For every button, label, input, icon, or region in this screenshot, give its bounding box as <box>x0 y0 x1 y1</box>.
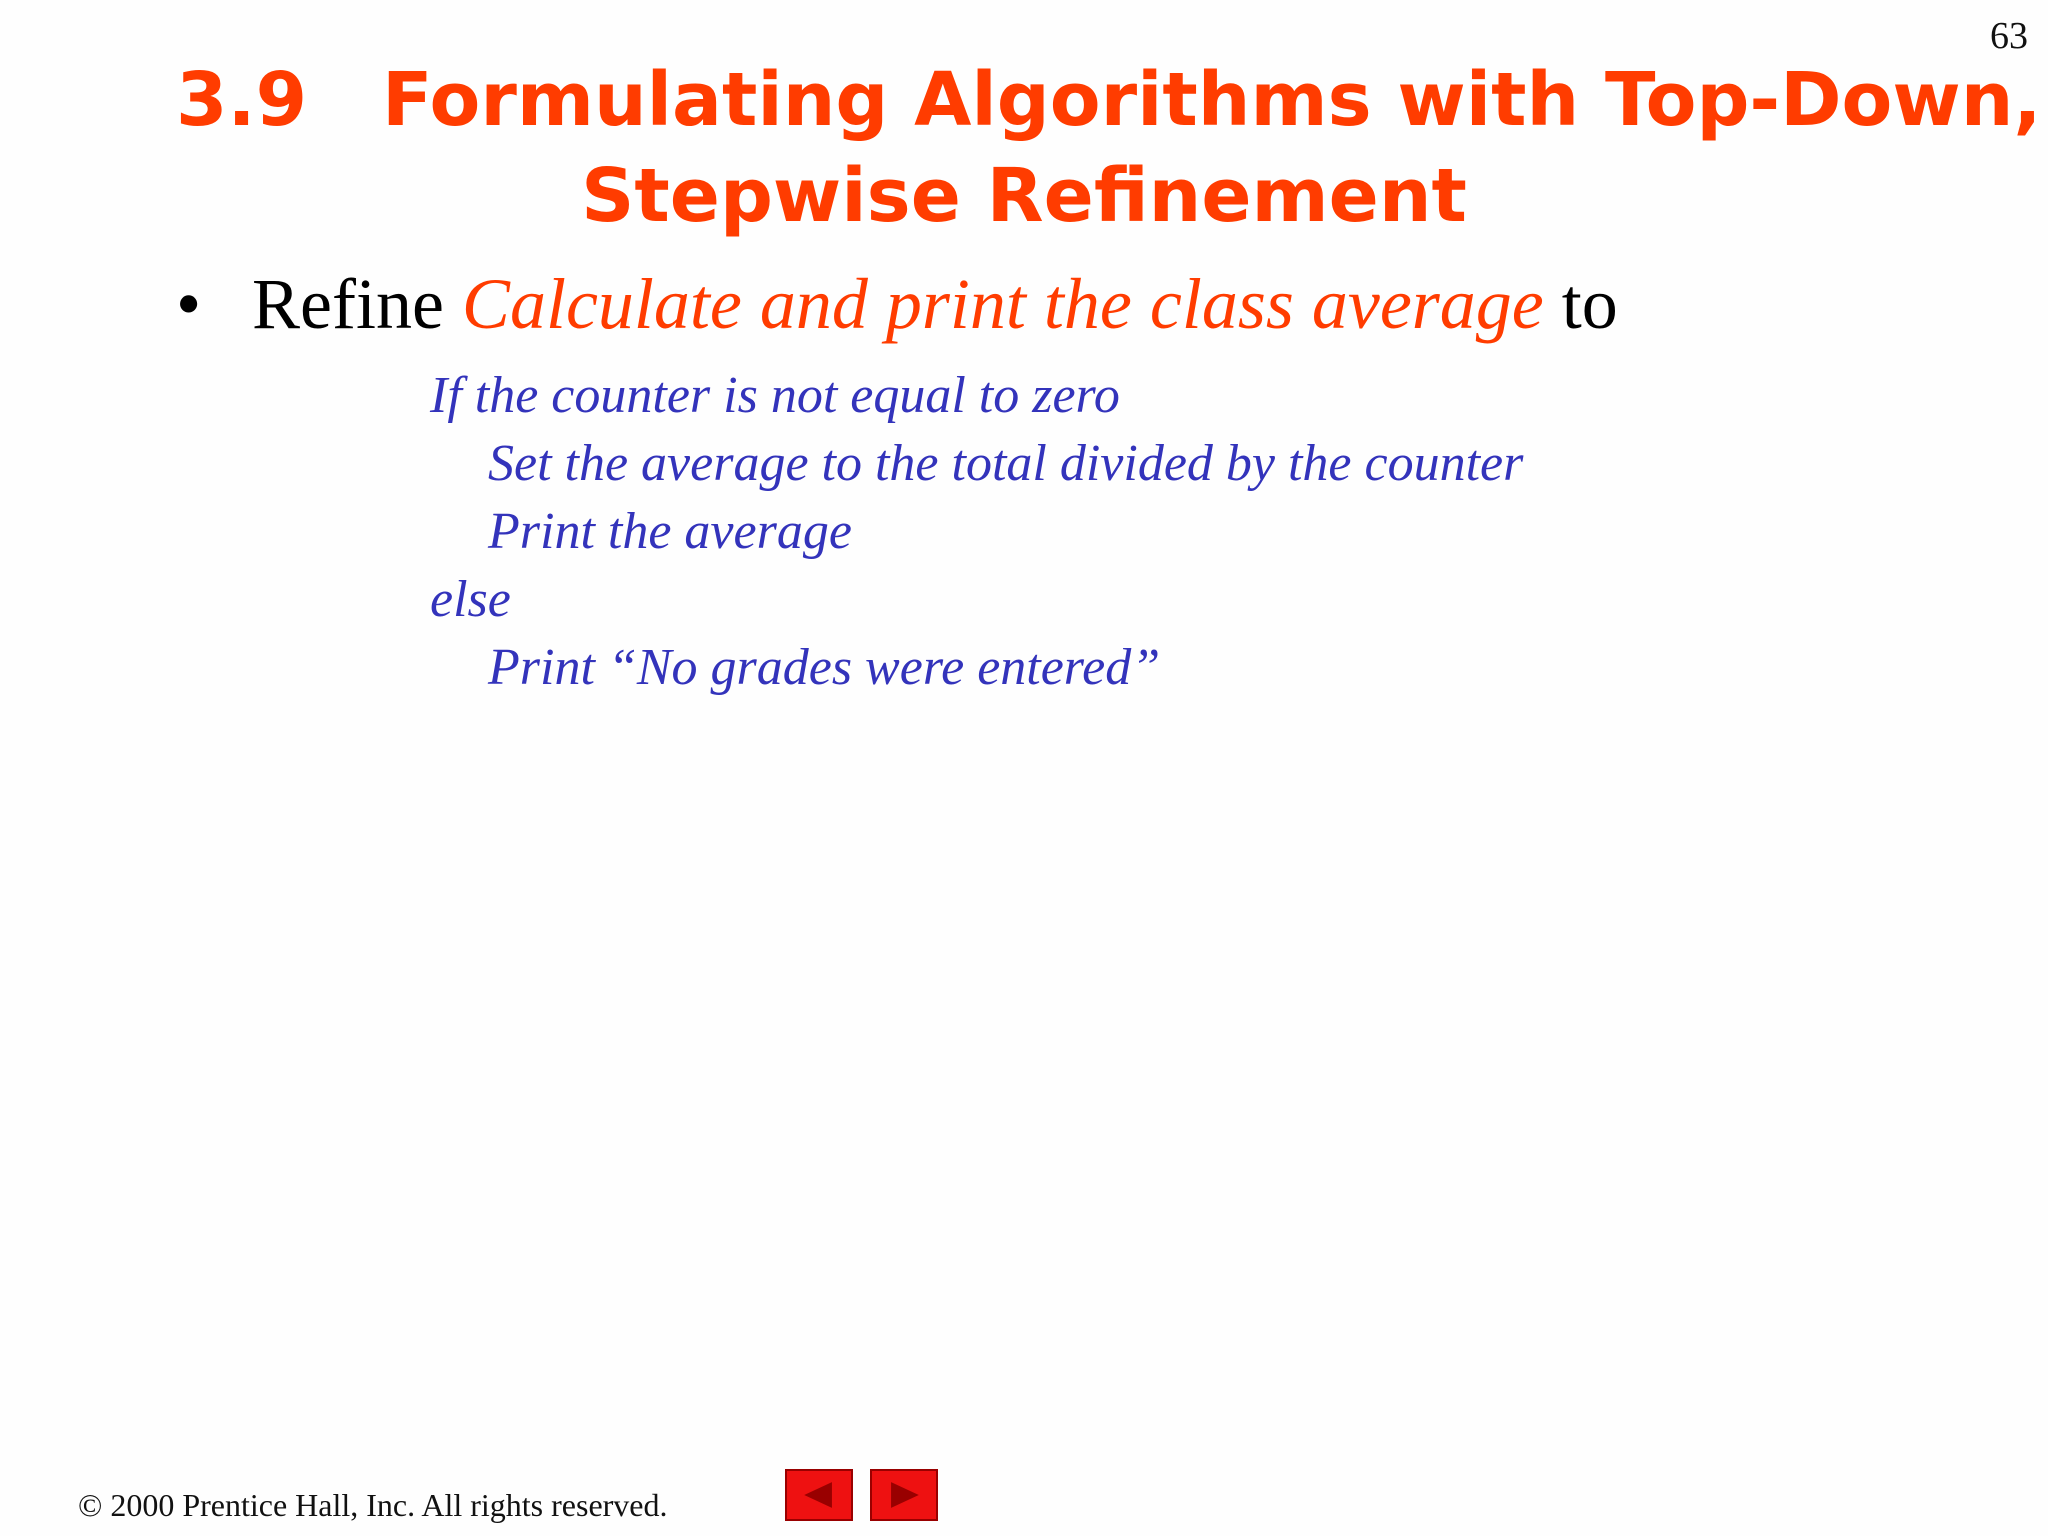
title-line-2: Stepwise Refinement <box>581 153 1467 239</box>
bullet-icon: • <box>176 264 202 344</box>
bullet-item <box>176 262 1618 346</box>
pseudocode-line: Print the average <box>488 503 852 560</box>
bullet-suffix: to <box>1543 264 1618 344</box>
left-triangle-icon <box>787 1471 851 1519</box>
page-number: 63 <box>1990 15 2028 57</box>
bullet-highlight: Calculate and print the class average <box>461 264 1544 344</box>
right-triangle-icon <box>872 1471 936 1519</box>
bullet-prefix: Refine <box>252 264 462 344</box>
section-number: 3.9 <box>176 57 308 143</box>
pseudocode-line: Print “No grades were entered” <box>488 639 1161 696</box>
pseudocode-line: else <box>430 571 511 628</box>
previous-slide-button[interactable] <box>785 1469 853 1521</box>
pseudocode-line: Set the average to the total divided by the counter <box>488 435 1524 492</box>
title-line-1 <box>176 52 2042 148</box>
title-text-1: Formulating Algorithms with Top-Down, <box>382 57 2042 143</box>
next-slide-button[interactable] <box>870 1469 938 1521</box>
copyright-footer: © 2000 Prentice Hall, Inc. All rights reserved. <box>78 1487 668 1523</box>
pseudocode-line: If the counter is not equal to zero <box>430 367 1120 424</box>
pseudocode-block <box>430 362 1523 702</box>
